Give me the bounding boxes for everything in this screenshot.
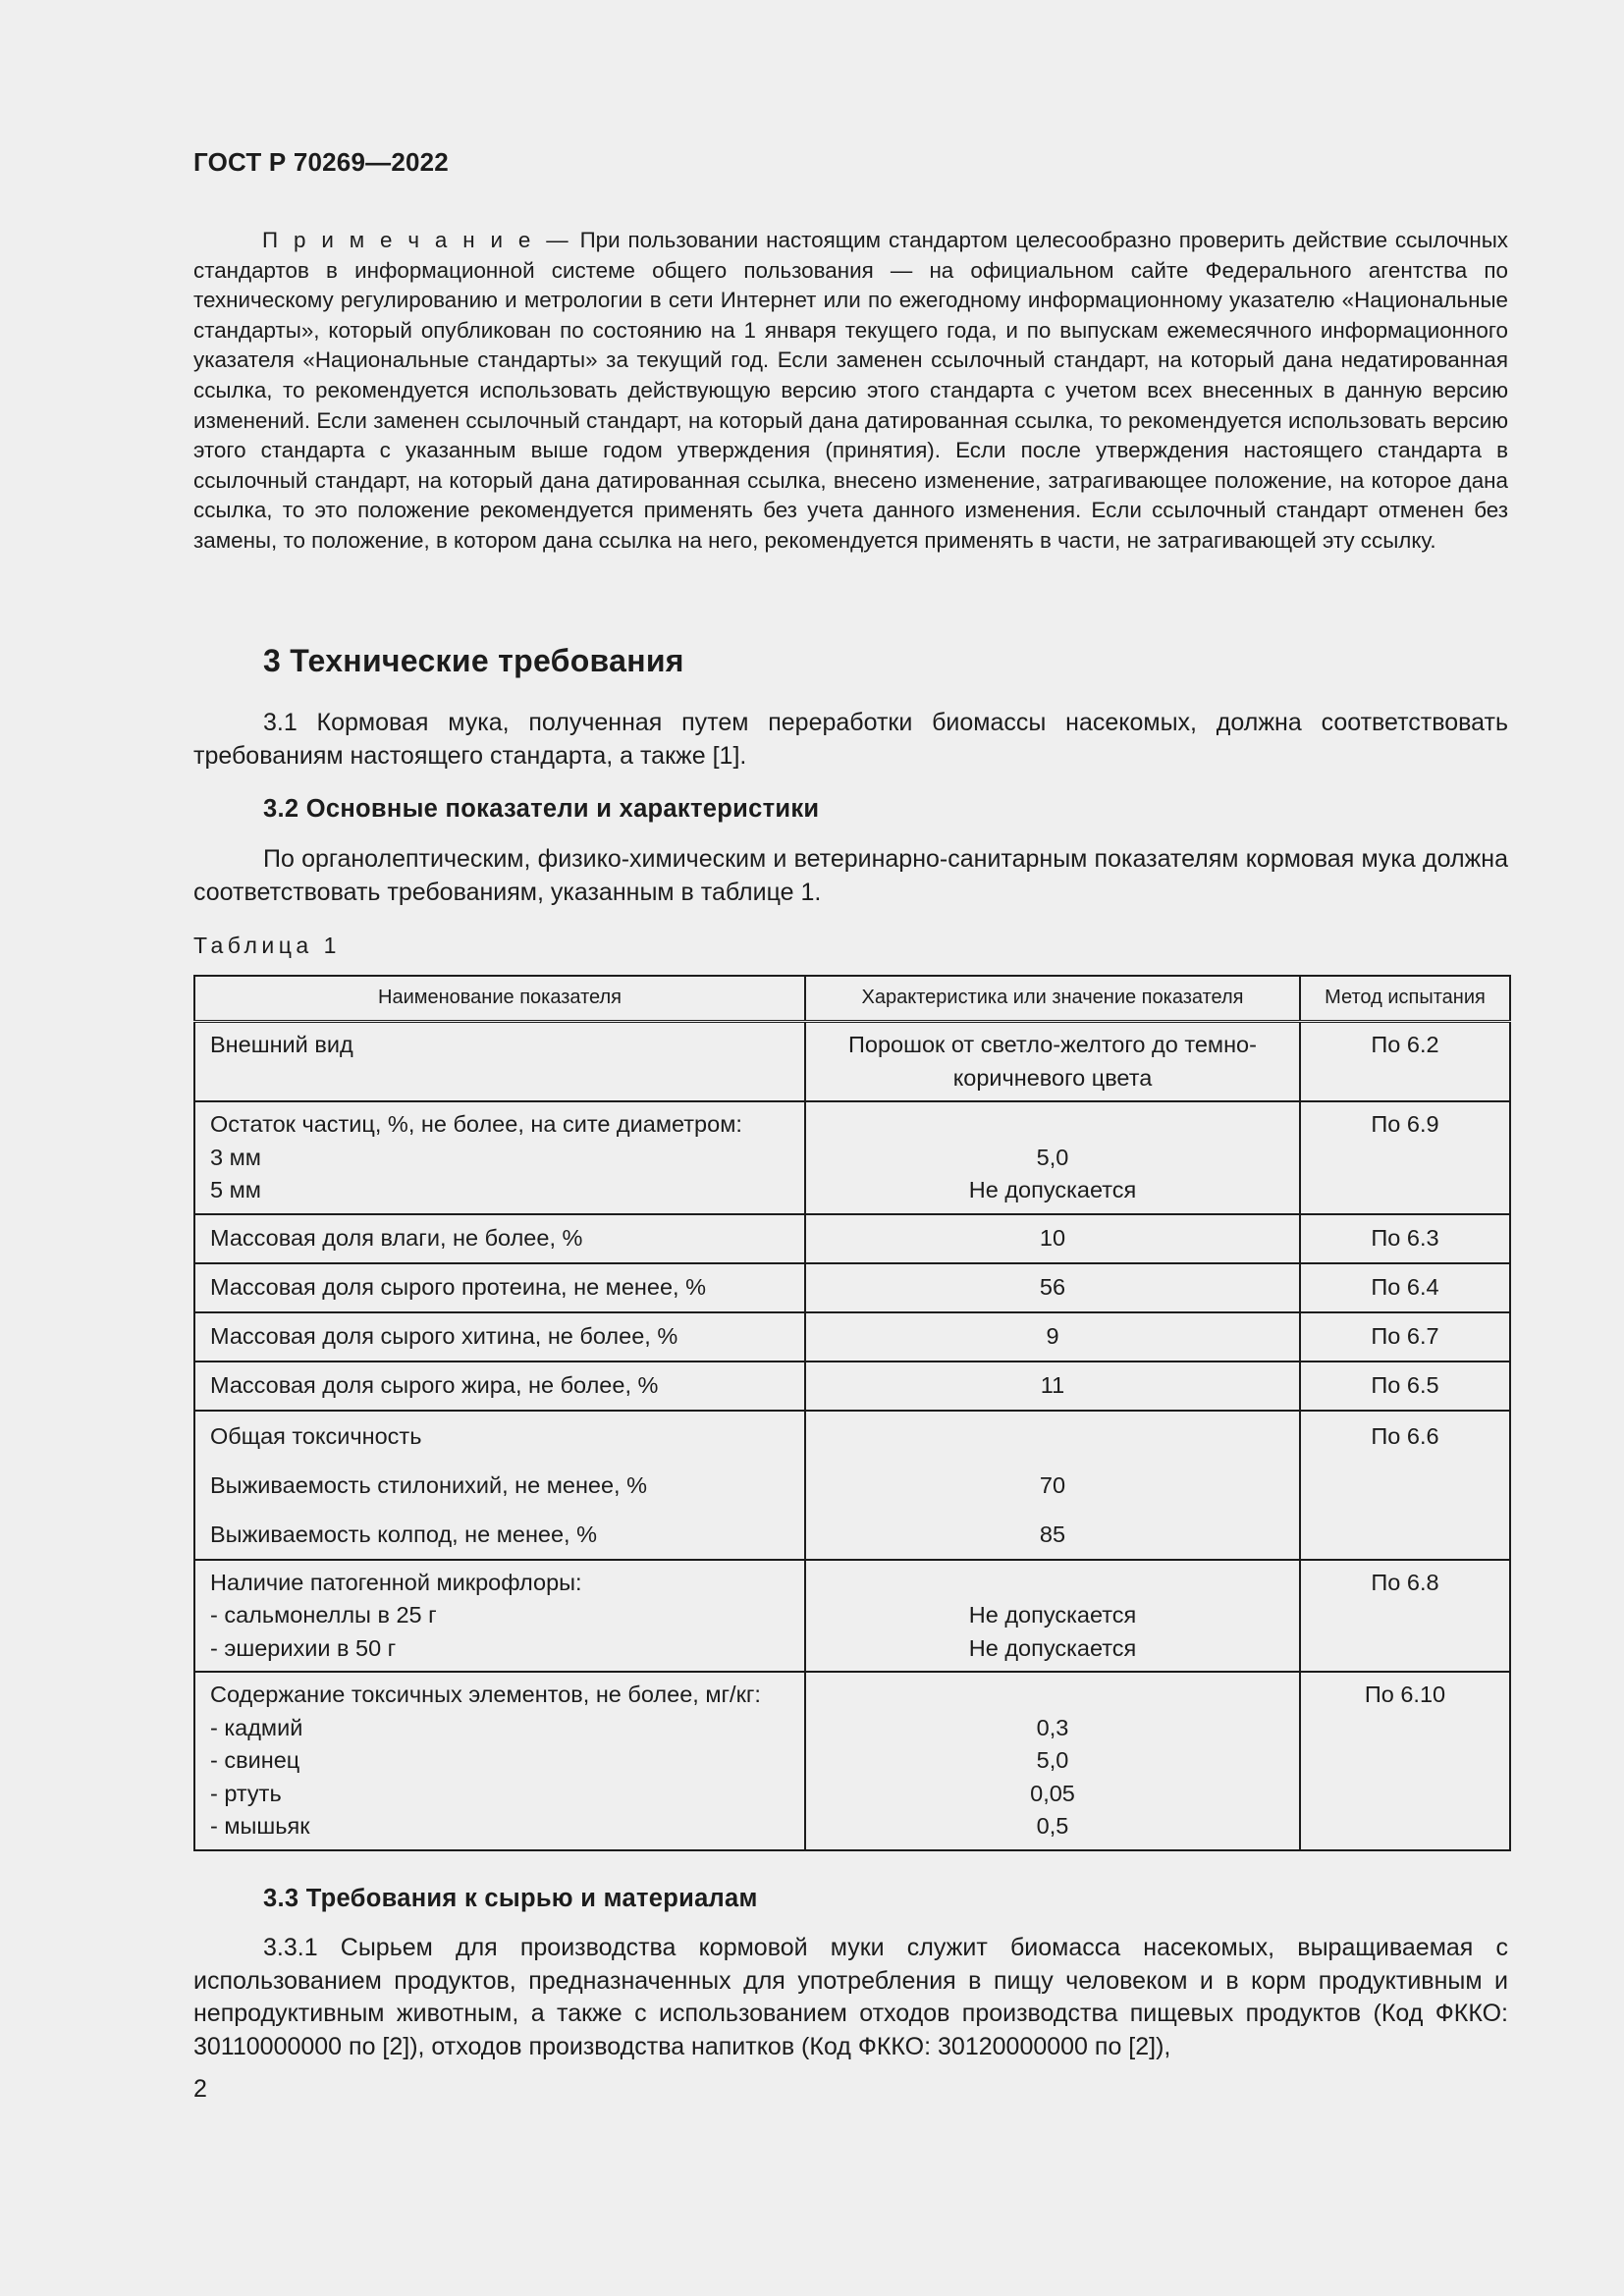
table-row xyxy=(194,1022,1510,1102)
row-method: По 6.7 xyxy=(1300,1312,1510,1362)
requirements-table xyxy=(193,975,1511,1851)
row-method: По 6.2 xyxy=(1300,1022,1510,1102)
row-value: Не допускается Не допускается xyxy=(805,1560,1300,1673)
table-row xyxy=(194,1101,1510,1214)
paragraph-3-2: По органолептическим, физико-химическим и ветеринарно-санитарным показателям кормовая мука должна соответствовать требованиям, указанным в таблице 1. xyxy=(193,845,1508,906)
table-row xyxy=(194,1672,1510,1850)
row-method: По 6.3 xyxy=(1300,1214,1510,1263)
table-row xyxy=(194,1263,1510,1312)
table-row xyxy=(194,1411,1510,1560)
row-method: По 6.9 xyxy=(1300,1101,1510,1214)
row-name: Остаток частиц, %, не более, на сите диаметром: 3 мм 5 мм xyxy=(194,1101,805,1214)
table-row xyxy=(194,1312,1510,1362)
column-header-method: Метод испытания xyxy=(1300,976,1510,1022)
table-row xyxy=(194,1560,1510,1673)
row-value: 10 xyxy=(805,1214,1300,1263)
note-text: При пользовании настоящим стандартом целесообразно проверить действие ссылочных стандартов в информационной системе общего пользования — на официальном сайте Федерального агентства по техническому регулированию и метрологии в сети Интернет или по ежегодному информационному указателю «Национальные стандарты», который опубликован по состоянию на 1 января текущего года, и по выпускам ежемесячного информационного указателя «Национальные стандарты» за текущий год. Если заменен ссылочный стандарт, на который дана недатированная ссылка, то рекомендуется использовать действующую версию этого стандарта с учетом всех внесенных в данную версию изменений. Если заменен ссылочный стандарт, на который дана датированная ссылка, то рекомендуется использовать версию этого стандарта с указанным выше годом утверждения (принятия). Если после утверждения настоящего стандарта в ссылочный стандарт, на который дана датированная ссылка, внесено изменение, затрагивающее положение, на которое дана ссылка, то это положение рекомендуется применять без учета данного изменения. Если ссылочный стандарт отменен без замены, то положение, в котором дана ссылка на него, рекомендуется применять в части, не затрагивающей эту ссылку. xyxy=(193,228,1509,553)
row-method: По 6.8 xyxy=(1300,1560,1510,1673)
note-label: П р и м е ч а н и е — xyxy=(262,228,572,252)
row-value: 56 xyxy=(805,1263,1300,1312)
reference-note xyxy=(193,226,1508,557)
row-value: 70 85 xyxy=(805,1411,1300,1560)
row-name: Массовая доля сырого жира, не более, % xyxy=(194,1362,805,1411)
row-method: По 6.6 xyxy=(1300,1411,1510,1560)
paragraph-3-3-1: 3.3.1 Сырьем для производства кормовой муки служит биомасса насекомых, выращиваемая с использованием продуктов, предназначенных для употребления в пищу человеком и в корм продуктивным и непродуктивным животным, а также с использованием отходов производства пищевых продуктов (Код ФККО: 30110000000 по [2]), отходов производства напитков (Код ФККО: 30120000000 по [2]), xyxy=(193,1934,1508,2060)
subsection-3-3-title: 3.3 Требования к сырью и материалам xyxy=(263,1885,758,1912)
table-row xyxy=(194,1362,1510,1411)
row-name: Массовая доля влаги, не более, % xyxy=(194,1214,805,1263)
document-header: ГОСТ Р 70269—2022 xyxy=(193,147,449,177)
row-name: Массовая доля сырого хитина, не более, % xyxy=(194,1312,805,1362)
row-value: 0,3 5,0 0,05 0,5 xyxy=(805,1672,1300,1850)
row-method: По 6.4 xyxy=(1300,1263,1510,1312)
row-value: 11 xyxy=(805,1362,1300,1411)
row-method: По 6.5 xyxy=(1300,1362,1510,1411)
page-number: 2 xyxy=(193,2075,207,2103)
table-header-row xyxy=(194,976,1510,1022)
row-method: По 6.10 xyxy=(1300,1672,1510,1850)
column-header-value: Характеристика или значение показателя xyxy=(805,976,1300,1022)
subsection-3-2-title: 3.2 Основные показатели и характеристики xyxy=(263,795,820,823)
paragraph-3-1: 3.1 Кормовая мука, полученная путем переработки биомассы насекомых, должна соответствовать требованиям настоящего стандарта, а также [1]. xyxy=(193,709,1508,770)
row-name: Внешний вид xyxy=(194,1022,805,1102)
table-caption: Таблица 1 xyxy=(193,933,341,958)
table-row xyxy=(194,1214,1510,1263)
row-name: Общая токсичность Выживаемость стилонихий, не менее, % Выживаемость колпод, не менее, % xyxy=(194,1411,805,1560)
column-header-name: Наименование показателя xyxy=(194,976,805,1022)
row-name: Содержание токсичных элементов, не более, мг/кг: - кадмий - свинец - ртуть - мышьяк xyxy=(194,1672,805,1850)
section-title: 3 Технические требования xyxy=(263,643,684,678)
row-name: Массовая доля сырого протеина, не менее, % xyxy=(194,1263,805,1312)
row-value: 9 xyxy=(805,1312,1300,1362)
row-value: 5,0 Не допускается xyxy=(805,1101,1300,1214)
row-name: Наличие патогенной микрофлоры: - сальмонеллы в 25 г - эшерихии в 50 г xyxy=(194,1560,805,1673)
row-value: Порошок от светло-желтого до темно-коричневого цвета xyxy=(805,1022,1300,1102)
